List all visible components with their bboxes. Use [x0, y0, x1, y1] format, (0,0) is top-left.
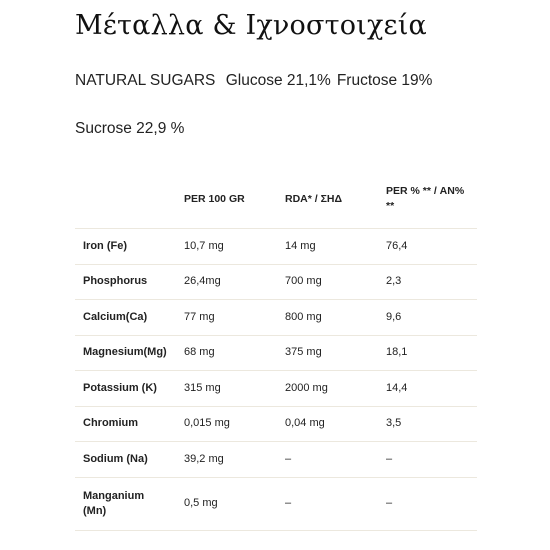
mineral-name: Manganium (Mn)	[75, 477, 176, 530]
mineral-name: Iron (Fe)	[75, 229, 176, 265]
per-100-value: 0,015 mg	[176, 406, 277, 442]
percent-value: –	[378, 442, 477, 478]
per-100-value: 0,5 mg	[176, 477, 277, 530]
sucrose-line: Sucrose 22,9 %	[75, 120, 185, 137]
rda-value: –	[277, 477, 378, 530]
header-rda: RDA* / ΣΗΔ	[277, 170, 378, 229]
percent-value: 3,5	[378, 406, 477, 442]
percent-value: 18,1	[378, 335, 477, 371]
natural-sugars-line	[75, 72, 432, 90]
header-mineral	[75, 170, 176, 229]
glucose-value: Glucose 21,1%	[225, 72, 331, 89]
table-row	[75, 264, 477, 300]
percent-value: 14,4	[378, 371, 477, 407]
table-row	[75, 406, 477, 442]
mineral-name: Sodium (Na)	[75, 442, 176, 478]
table-row	[75, 442, 477, 478]
per-100-value: 10,7 mg	[176, 229, 277, 265]
percent-value: –	[378, 477, 477, 530]
mineral-name: Potassium (K)	[75, 371, 176, 407]
mineral-name: Magnesium(Mg)	[75, 335, 176, 371]
per-100-value: 315 mg	[176, 371, 277, 407]
rda-value: 800 mg	[277, 300, 378, 336]
per-100-value: 39,2 mg	[176, 442, 277, 478]
natural-sugars-heading: NATURAL SUGARS	[75, 72, 216, 89]
header-per-percent: PER % ** / ΑΝ% **	[378, 170, 477, 229]
table-row	[75, 335, 477, 371]
header-per-100-gr: PER 100 GR	[176, 170, 277, 229]
per-100-value: 68 mg	[176, 335, 277, 371]
rda-value: 375 mg	[277, 335, 378, 371]
rda-value: 2000 mg	[277, 371, 378, 407]
table-row	[75, 371, 477, 407]
rda-value: 700 mg	[277, 264, 378, 300]
rda-value: 0,04 mg	[277, 406, 378, 442]
mineral-name: Calcium(Ca)	[75, 300, 176, 336]
fructose-value: Fructose 19%	[336, 72, 433, 89]
mineral-name: Phosphorus	[75, 264, 176, 300]
page-title: Μέταλλα & Ιχνοστοιχεία	[75, 10, 427, 41]
percent-value: 2,3	[378, 264, 477, 300]
percent-value: 9,6	[378, 300, 477, 336]
percent-value: 76,4	[378, 229, 477, 265]
rda-value: 14 mg	[277, 229, 378, 265]
table-row	[75, 300, 477, 336]
rda-value: –	[277, 442, 378, 478]
per-100-value: 77 mg	[176, 300, 277, 336]
table-header-row	[75, 170, 477, 229]
table-row	[75, 477, 477, 530]
minerals-table	[75, 170, 477, 531]
per-100-value: 26,4mg	[176, 264, 277, 300]
mineral-name: Chromium	[75, 406, 176, 442]
table-row	[75, 229, 477, 265]
